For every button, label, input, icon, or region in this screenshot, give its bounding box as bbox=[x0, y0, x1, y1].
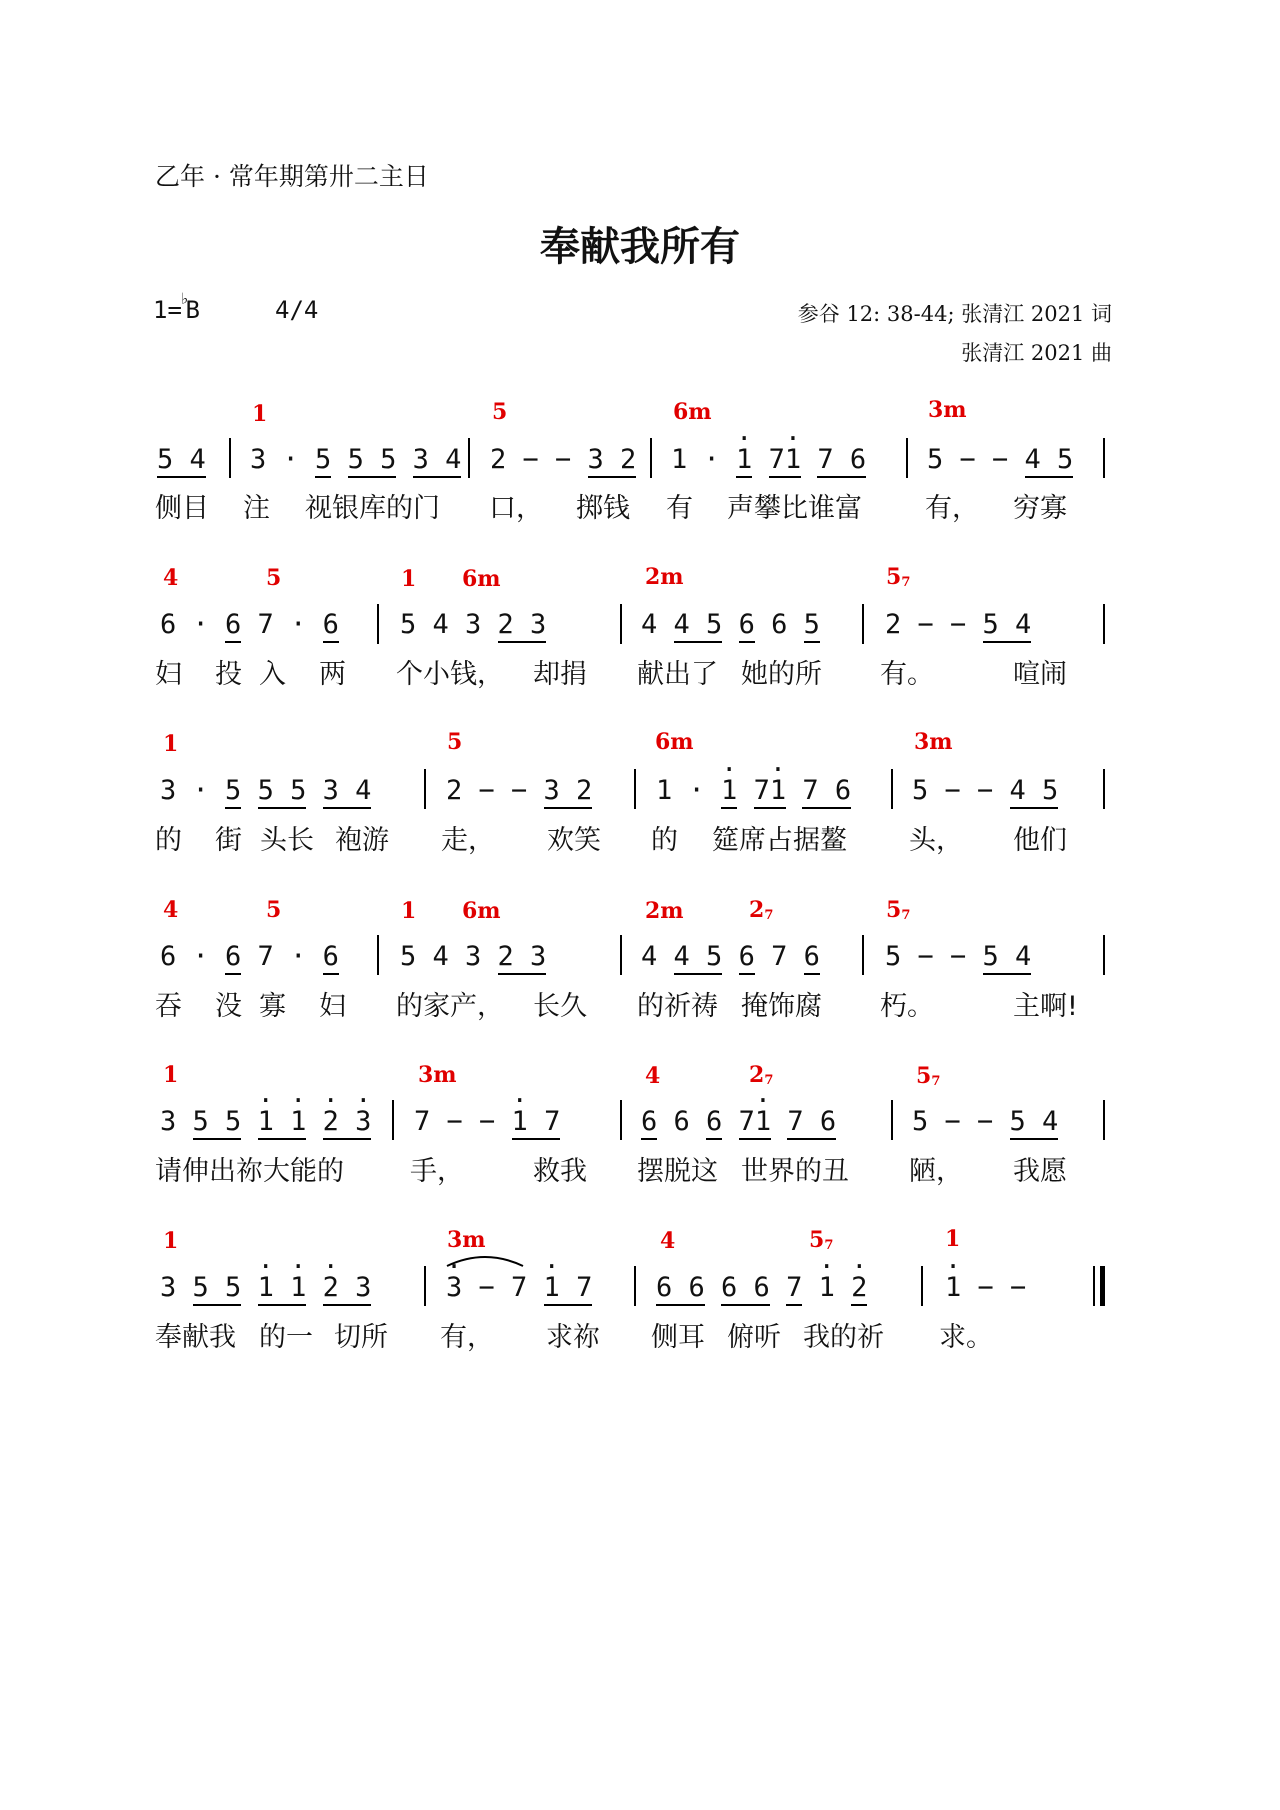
high-octave-note: · 1 bbox=[736, 444, 752, 478]
note-text: 7 − − bbox=[414, 1106, 512, 1137]
note-text: 2 − − bbox=[446, 775, 544, 806]
lyric: 却捐 bbox=[533, 659, 587, 690]
key-note: B bbox=[185, 296, 200, 324]
bar-line bbox=[620, 604, 622, 644]
song-title: 奉献我所有 bbox=[540, 224, 740, 270]
lyric: 求祢 bbox=[546, 1322, 600, 1353]
measure-5 bbox=[927, 444, 1073, 475]
high-octave-note: · 2 bbox=[323, 1272, 339, 1306]
lyric: 投 bbox=[215, 659, 242, 690]
eighth-note-group: 6 bbox=[739, 941, 755, 975]
chord: $5_7$ bbox=[916, 1063, 941, 1089]
eighth-note-group: 6 6 bbox=[721, 1272, 770, 1306]
lyric: 主啊! bbox=[1013, 991, 1078, 1022]
bar-line bbox=[468, 438, 470, 478]
lyric: 妇 bbox=[155, 659, 182, 690]
note-text: 6 bbox=[657, 1106, 707, 1137]
high-octave-note: · 1 bbox=[512, 1106, 528, 1140]
key-signature bbox=[153, 289, 200, 324]
chord: 1 bbox=[252, 401, 268, 427]
note-text bbox=[331, 444, 347, 475]
note-text: 3 · bbox=[160, 775, 226, 806]
chord: 3m bbox=[418, 1062, 457, 1088]
bar-line bbox=[424, 1266, 426, 1306]
chord: 4 bbox=[163, 897, 179, 923]
note-text bbox=[722, 941, 738, 972]
chord: 4 bbox=[163, 565, 179, 591]
note-text bbox=[786, 775, 802, 806]
lyric: 他们 bbox=[1013, 825, 1067, 856]
eighth-note-group: 3 2 bbox=[588, 444, 637, 478]
final-bar-line bbox=[1100, 1266, 1105, 1306]
lyric: 我愿 bbox=[1013, 1156, 1067, 1187]
note-text: 5 4 3 bbox=[400, 609, 498, 640]
high-octave-note: · 2 bbox=[323, 1106, 339, 1140]
lyrics-credit: 参谷 12: 38-44; 张清江 2021 词 bbox=[797, 302, 1112, 326]
note-text: 1 bbox=[671, 444, 688, 475]
note-text bbox=[801, 444, 817, 475]
note-text bbox=[241, 1106, 257, 1137]
measure-4 bbox=[671, 444, 866, 478]
chord: 1 bbox=[163, 1228, 179, 1254]
bar-line bbox=[377, 604, 379, 644]
lyric: 街 bbox=[215, 825, 242, 856]
note-text: 5 4 3 bbox=[400, 941, 498, 972]
lyric: 我的祈 bbox=[803, 1322, 884, 1353]
lyric: 的一 bbox=[259, 1322, 313, 1353]
lyric: 请伸出祢大能的 bbox=[155, 1156, 344, 1187]
chord: $2_7$ bbox=[749, 897, 774, 923]
lyric: 的 bbox=[651, 825, 678, 856]
eighth-note-group: 6 bbox=[739, 609, 755, 643]
note-text: 4 bbox=[641, 941, 674, 972]
chord: $2_7$ bbox=[749, 1062, 774, 1088]
note-text: 7 bbox=[754, 941, 804, 972]
high-octave-note: · 1 bbox=[258, 1272, 274, 1306]
lyric: 头长 bbox=[260, 825, 314, 856]
lyric: 两 bbox=[319, 659, 346, 690]
high-octave-note: · 1 bbox=[755, 1106, 771, 1140]
measure-4 bbox=[885, 609, 1031, 640]
bar-line bbox=[229, 438, 231, 478]
chord: 4 bbox=[645, 1063, 661, 1089]
bar-line bbox=[1103, 604, 1105, 644]
note-text bbox=[752, 444, 768, 475]
measure-4 bbox=[945, 1272, 1026, 1303]
eighth-note-group: 6 6 bbox=[656, 1272, 705, 1306]
high-octave-note: · 1 bbox=[945, 1272, 961, 1303]
high-octave-note: · 1 bbox=[290, 1106, 306, 1140]
liturgical-occasion: 乙年 · 常年期第卅二主日 bbox=[155, 162, 429, 191]
measure-1 bbox=[160, 1272, 371, 1306]
lyric: 有， bbox=[925, 493, 979, 524]
chord: 1 bbox=[163, 731, 179, 757]
high-octave-note: · 3 bbox=[355, 1106, 371, 1140]
eighth-note-group: 7 bbox=[786, 1272, 802, 1306]
high-octave-note: · 1 bbox=[770, 775, 786, 809]
measure-2 bbox=[400, 941, 546, 972]
chord: 6m bbox=[673, 399, 712, 425]
note-text bbox=[241, 775, 257, 806]
eighth-note-group: 7 bbox=[739, 1106, 755, 1140]
lyric: 的 bbox=[155, 825, 182, 856]
measure-3 bbox=[490, 444, 636, 475]
note-text: − − bbox=[961, 1272, 1027, 1303]
note-text: 4 bbox=[641, 609, 674, 640]
bar-line bbox=[377, 935, 379, 975]
chord: 3m bbox=[914, 729, 953, 755]
high-octave-note: · 1 bbox=[544, 1272, 560, 1306]
lyric: 世界的丑 bbox=[741, 1156, 849, 1187]
note-text bbox=[802, 1272, 818, 1303]
bar-line bbox=[1103, 935, 1105, 975]
eighth-note-group: 4 5 bbox=[674, 609, 723, 643]
note-text bbox=[722, 609, 738, 640]
lyric: 口， bbox=[489, 493, 543, 524]
lyric: 有， bbox=[440, 1322, 494, 1353]
lyric: 献出了 bbox=[637, 659, 718, 690]
lyric: 掷钱 bbox=[576, 493, 630, 524]
lyric: 奉献我 bbox=[155, 1322, 236, 1353]
note-text: 3 bbox=[160, 1272, 193, 1303]
lyric: 穷寡 bbox=[1013, 493, 1067, 524]
high-octave-note: · 1 bbox=[290, 1272, 306, 1306]
eighth-note-group: 3 bbox=[339, 1272, 372, 1306]
eighth-note-group: 5 5 bbox=[193, 1106, 242, 1140]
lyric: 袍游 bbox=[335, 825, 389, 856]
high-octave-note: · 1 bbox=[721, 775, 737, 809]
eighth-note-group: 7 6 bbox=[817, 444, 866, 478]
note-text: 6 bbox=[754, 609, 804, 640]
measure-4 bbox=[885, 941, 1031, 972]
eighth-note-group: 4 5 bbox=[674, 941, 723, 975]
note-text: 6 · bbox=[160, 941, 226, 972]
eighth-note-group: 7 bbox=[769, 444, 785, 478]
lyric: 切所 bbox=[334, 1322, 388, 1353]
lyric: 摆脱这 bbox=[637, 1156, 718, 1187]
eighth-note-group: 5 bbox=[315, 444, 331, 478]
lyric: 妇 bbox=[319, 991, 346, 1022]
chord: 2m bbox=[645, 564, 684, 590]
high-octave-note: · 1 bbox=[819, 1272, 835, 1303]
measure-3 bbox=[656, 1272, 867, 1306]
lyric: 侧目 bbox=[155, 493, 209, 524]
chord: 6m bbox=[462, 898, 501, 924]
lyric: 喧闹 bbox=[1013, 659, 1067, 690]
chord: 6m bbox=[655, 729, 694, 755]
bar-line bbox=[1093, 1266, 1095, 1306]
lyric: 朽。 bbox=[880, 991, 934, 1022]
eighth-note-group: 5 4 bbox=[157, 444, 206, 478]
chord: $5_7$ bbox=[886, 897, 911, 923]
eighth-note-group: 4 5 bbox=[1025, 444, 1074, 478]
eighth-note-group: 2 3 bbox=[498, 941, 547, 975]
note-text: 3 bbox=[160, 1106, 193, 1137]
bar-line bbox=[906, 438, 908, 478]
note-text: · bbox=[266, 444, 316, 475]
measure-3 bbox=[641, 1106, 836, 1140]
chord: 3m bbox=[447, 1227, 486, 1253]
eighth-note-group bbox=[274, 1272, 290, 1306]
chord: 5 bbox=[266, 897, 282, 923]
note-text bbox=[722, 1106, 738, 1137]
bar-line bbox=[634, 1266, 636, 1306]
note-text: · bbox=[687, 444, 737, 475]
note-text: 2 − − bbox=[490, 444, 588, 475]
lyric: 的家产， bbox=[396, 991, 504, 1022]
eighth-note-group: 6 bbox=[706, 1106, 722, 1140]
high-octave-note: · 3 bbox=[446, 1272, 462, 1303]
eighth-note-group: 6 bbox=[225, 941, 241, 975]
note-text: 7 · bbox=[241, 941, 323, 972]
eighth-note-group: 5 bbox=[225, 775, 241, 809]
eighth-note-group: 6 bbox=[804, 941, 820, 975]
high-octave-note: · 1 bbox=[785, 444, 801, 478]
measure-2 bbox=[446, 775, 592, 806]
lyric: 的祈祷 bbox=[637, 991, 718, 1022]
lyric: 头， bbox=[909, 825, 963, 856]
note-text: 3 bbox=[250, 444, 267, 475]
lyric: 求。 bbox=[939, 1322, 993, 1353]
measure-1 bbox=[160, 609, 339, 640]
eighth-note-group bbox=[339, 1106, 355, 1140]
bar-line bbox=[650, 438, 652, 478]
high-octave-note: · 2 bbox=[851, 1272, 867, 1306]
eighth-note-group: 5 5 bbox=[258, 775, 307, 809]
eighth-note-group: 6 bbox=[641, 1106, 657, 1140]
eighth-note-group: 6 bbox=[225, 609, 241, 643]
note-text bbox=[705, 1272, 721, 1303]
bar-line bbox=[620, 1100, 622, 1140]
measure-4 bbox=[912, 1106, 1058, 1137]
note-text bbox=[835, 1272, 851, 1303]
eighth-note-group: 7 6 bbox=[787, 1106, 836, 1140]
note-text: 1 · bbox=[656, 775, 722, 806]
lyric: 救我 bbox=[533, 1156, 587, 1187]
note-text bbox=[396, 444, 412, 475]
chord: 1 bbox=[401, 898, 417, 924]
eighth-note-group: 2 3 bbox=[498, 609, 547, 643]
measure-2 bbox=[250, 444, 461, 475]
lyric: 注 bbox=[243, 493, 270, 524]
measure-1 bbox=[160, 775, 371, 806]
lyric: 有。 bbox=[880, 659, 934, 690]
chord: 3m bbox=[928, 397, 967, 423]
note-text: 7 · bbox=[241, 609, 323, 640]
high-octave-note: · 1 bbox=[258, 1106, 274, 1140]
chord: 2m bbox=[645, 898, 684, 924]
measure-2 bbox=[446, 1272, 592, 1306]
lyric: 欢笑 bbox=[547, 825, 601, 856]
lyric: 俯听 bbox=[727, 1322, 781, 1353]
note-text: 5 − − bbox=[885, 941, 983, 972]
note-text: − 7 bbox=[462, 1272, 544, 1303]
eighth-note-group: 5 4 bbox=[983, 941, 1032, 975]
note-text: 6 · bbox=[160, 609, 226, 640]
measure-1 bbox=[160, 1106, 371, 1140]
chord: 5 bbox=[492, 399, 508, 425]
measure-1 bbox=[157, 444, 206, 475]
measure-2 bbox=[400, 609, 546, 640]
measure-3 bbox=[641, 941, 820, 972]
chord: 4 bbox=[660, 1228, 676, 1254]
lyric: 寡 bbox=[259, 991, 286, 1022]
note-text bbox=[737, 775, 753, 806]
eighth-note-group: 3 2 bbox=[544, 775, 593, 809]
note-text bbox=[770, 1272, 786, 1303]
eighth-note-group: 5 4 bbox=[1010, 1106, 1059, 1140]
chord: 5 bbox=[447, 729, 463, 755]
chord: $5_7$ bbox=[809, 1227, 834, 1253]
key-label: 1= bbox=[153, 296, 182, 324]
lyric: 没 bbox=[215, 991, 242, 1022]
bar-line bbox=[1103, 1100, 1105, 1140]
music-credit: 张清江 2021 曲 bbox=[961, 341, 1112, 365]
note-text bbox=[306, 775, 322, 806]
bar-line bbox=[921, 1266, 923, 1306]
eighth-note-group: 5 4 bbox=[983, 609, 1032, 643]
eighth-note-group: 5 5 bbox=[193, 1272, 242, 1306]
measure-3 bbox=[641, 609, 820, 640]
bar-line bbox=[620, 935, 622, 975]
note-text bbox=[306, 1272, 322, 1303]
flat-icon: ♭ bbox=[179, 289, 190, 308]
note-text: 5 − − bbox=[912, 1106, 1010, 1137]
lyric: 她的所 bbox=[741, 659, 822, 690]
eighth-note-group: 5 bbox=[804, 609, 820, 643]
lyric: 吞 bbox=[155, 991, 182, 1022]
lyric: 个小钱， bbox=[396, 659, 504, 690]
measure-2 bbox=[414, 1106, 560, 1140]
bar-line bbox=[1103, 769, 1105, 809]
lyric: 入 bbox=[259, 659, 286, 690]
chord: 1 bbox=[401, 566, 417, 592]
note-text bbox=[241, 1272, 257, 1303]
eighth-note-group: 4 5 bbox=[1010, 775, 1059, 809]
chord: 1 bbox=[945, 1226, 961, 1252]
measure-4 bbox=[912, 775, 1058, 806]
chord: 6m bbox=[462, 566, 501, 592]
eighth-note-group: 7 6 bbox=[802, 775, 851, 809]
measure-3 bbox=[656, 775, 851, 809]
measure-1 bbox=[160, 941, 339, 972]
chord: 5 bbox=[266, 565, 282, 591]
lyric: 陋， bbox=[909, 1156, 963, 1187]
note-text: 2 − − bbox=[885, 609, 983, 640]
eighth-note-group: 3 4 bbox=[413, 444, 462, 478]
lyric: 走， bbox=[441, 825, 495, 856]
lyric: 手， bbox=[410, 1156, 464, 1187]
lyric: 视银库的门 bbox=[305, 493, 440, 524]
lyric: 掩饰腐 bbox=[741, 991, 822, 1022]
bar-line bbox=[424, 769, 426, 809]
note-text bbox=[306, 1106, 322, 1137]
lyric: 有 bbox=[666, 493, 693, 524]
eighth-note-group bbox=[274, 1106, 290, 1140]
bar-line bbox=[862, 935, 864, 975]
eighth-note-group: 6 bbox=[323, 609, 339, 643]
eighth-note-group: 7 bbox=[528, 1106, 561, 1140]
eighth-note-group: 6 bbox=[323, 941, 339, 975]
bar-line bbox=[891, 769, 893, 809]
bar-line bbox=[862, 604, 864, 644]
note-text bbox=[771, 1106, 787, 1137]
bar-line bbox=[891, 1100, 893, 1140]
eighth-note-group: 7 bbox=[560, 1272, 593, 1306]
chord: 1 bbox=[163, 1062, 179, 1088]
bar-line bbox=[634, 769, 636, 809]
note-text: 5 − − bbox=[927, 444, 1025, 475]
chord: $5_7$ bbox=[886, 564, 911, 590]
lyric: 长久 bbox=[533, 991, 587, 1022]
lyric: 筵席占据鳌 bbox=[712, 825, 847, 856]
eighth-note-group: 5 5 bbox=[348, 444, 397, 478]
time-signature: 4/4 bbox=[275, 296, 319, 324]
eighth-note-group: 3 4 bbox=[323, 775, 372, 809]
note-text: 5 − − bbox=[912, 775, 1010, 806]
bar-line bbox=[1103, 438, 1105, 478]
lyric: 声攀比谁富 bbox=[727, 493, 862, 524]
bar-line bbox=[392, 1100, 394, 1140]
eighth-note-group: 7 bbox=[754, 775, 770, 809]
lyric: 侧耳 bbox=[651, 1322, 705, 1353]
